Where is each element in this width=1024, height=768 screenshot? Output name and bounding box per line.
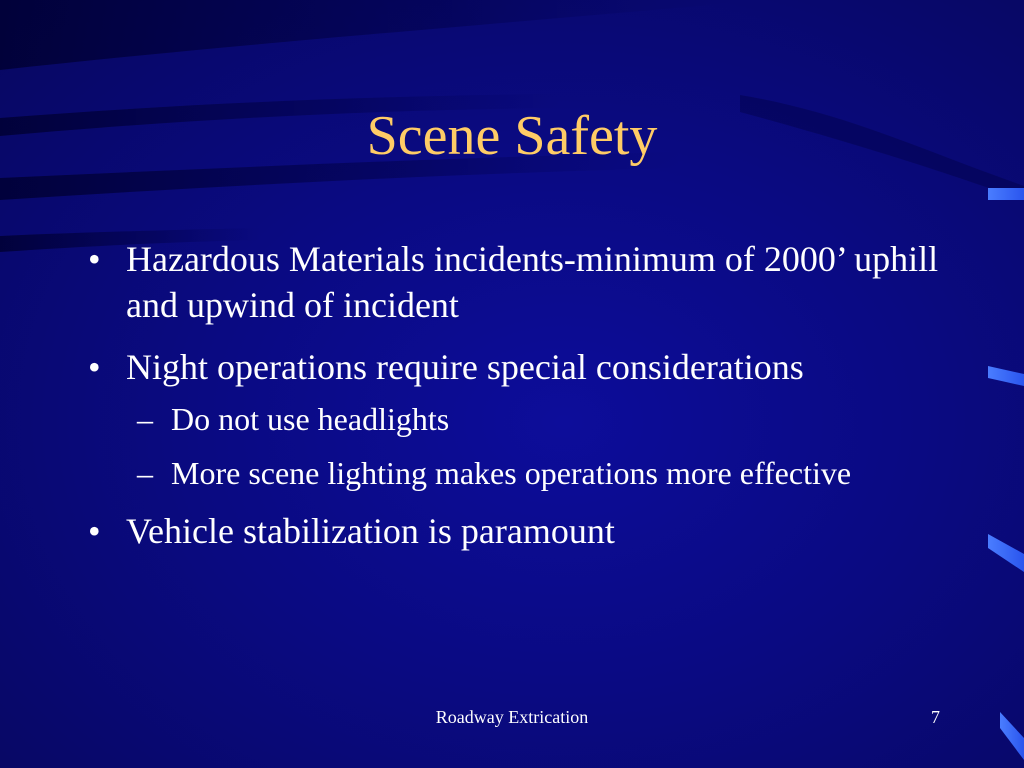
bullet-text: Vehicle stabilization is paramount	[126, 511, 615, 551]
bullet-item	[86, 508, 946, 554]
sub-bullet-item	[126, 400, 946, 438]
sub-bullet-list	[126, 400, 946, 492]
bullet-item	[86, 344, 946, 492]
bullet-marker: •	[88, 511, 101, 551]
bullet-list	[86, 236, 946, 570]
sub-bullet-marker: –	[137, 401, 153, 437]
bullet-text: Night operations require special considerations	[126, 347, 804, 387]
sub-bullet-text: Do not use headlights	[171, 401, 450, 437]
bullet-marker: •	[88, 239, 101, 279]
bullet-marker: •	[88, 347, 101, 387]
sub-bullet-marker: –	[137, 455, 153, 491]
sub-bullet-item	[126, 454, 946, 492]
bullet-text: Hazardous Materials incidents-minimum of 2000’ uphill and upwind of incident	[126, 239, 939, 325]
footer-title: Roadway Extrication	[435, 707, 589, 727]
bullet-item	[86, 236, 946, 328]
sub-bullet-text: More scene lighting makes operations more effective	[171, 455, 852, 491]
slide-number: 7	[931, 707, 940, 727]
slide-title: Scene Safety	[366, 105, 658, 167]
